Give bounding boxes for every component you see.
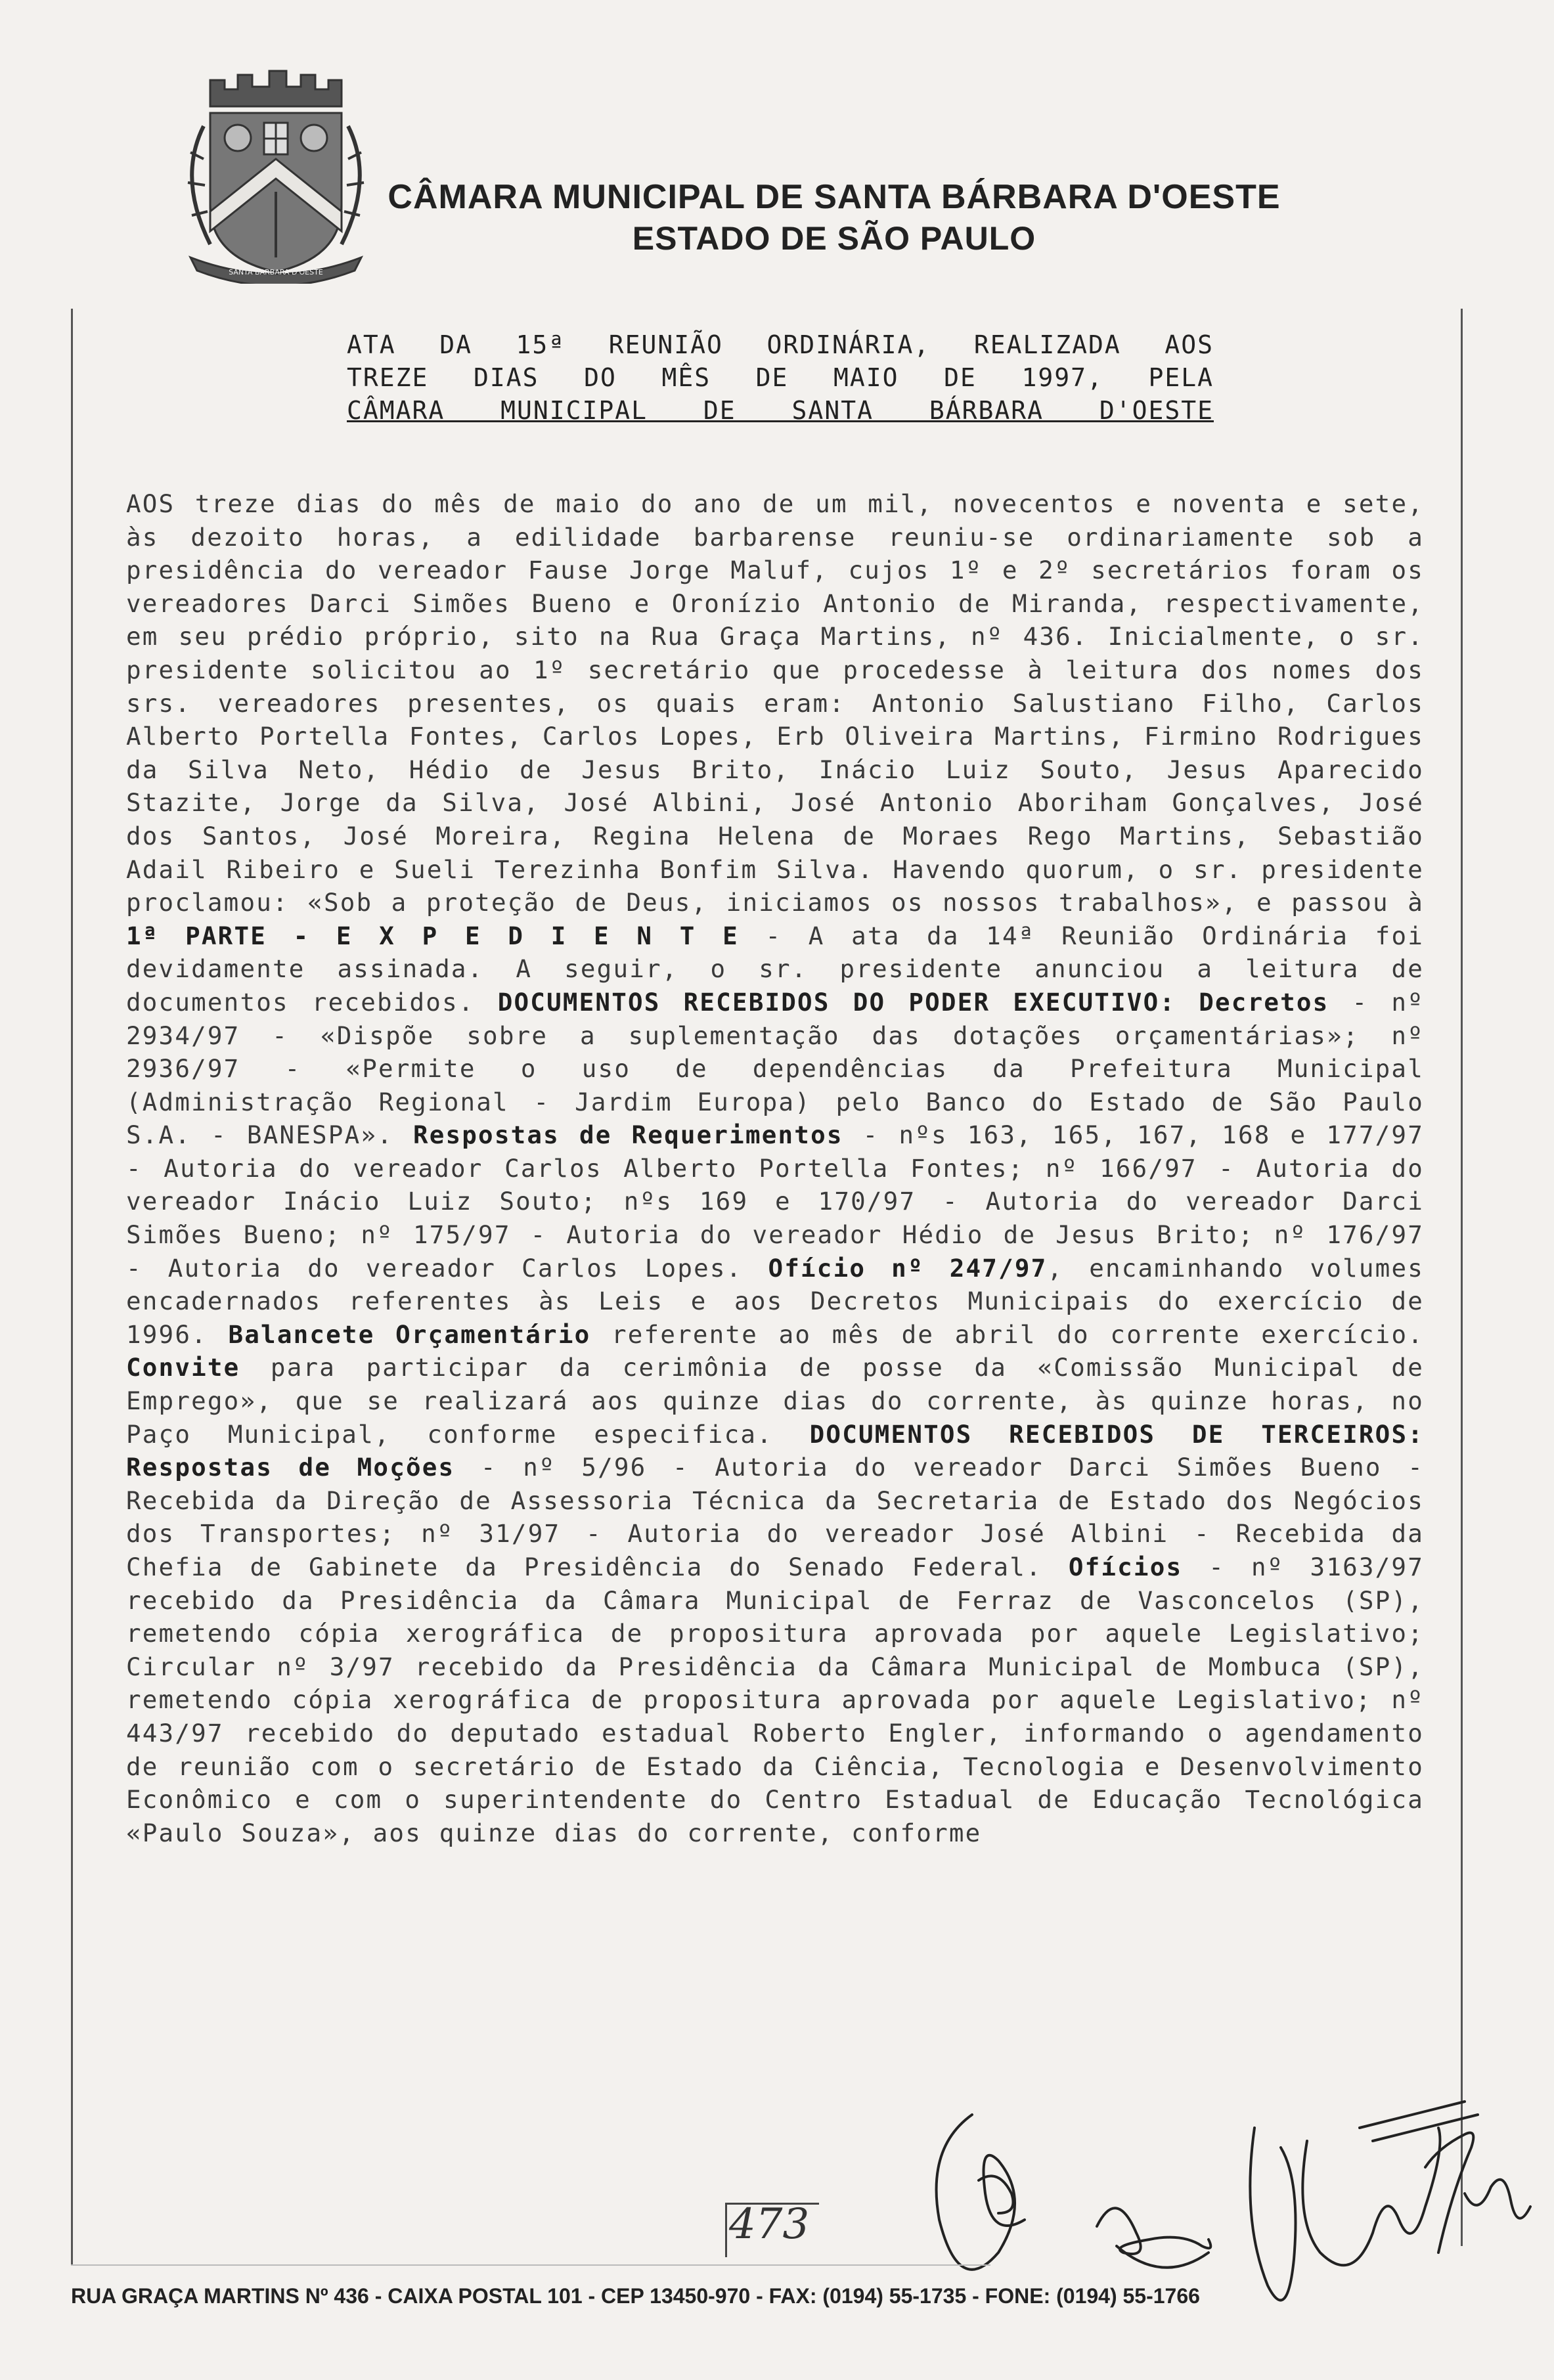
chamber-name: CÂMARA MUNICIPAL DE SANTA BÁRBARA D'OESTE [388, 178, 1281, 216]
body-text-8: - nº 5/96 - Autoria do vereador Darci Simões Bueno - Recebida da Direção de Assessoria Técnica da Secretaria de Estado dos Negócios dos Transportes; nº 31/97 - Autoria do vereador José Albini - Recebida da Chefia de Gabinete da Presidência do Senado Federal. [126, 1453, 1424, 1581]
municipal-coat-of-arms [164, 60, 374, 284]
balancete-heading: Balancete Orçamentário [228, 1319, 591, 1349]
oficio-heading: Ofício nº 247/97 [768, 1253, 1048, 1283]
right-margin-rule [1461, 309, 1463, 2246]
title-line-1: ATA DA 15ª REUNIÃO ORDINÁRIA, REALIZADA AOS [347, 330, 1214, 359]
oficios-heading: Ofícios [1068, 1553, 1183, 1581]
footer-rule [71, 2264, 990, 2266]
body-text-1: AOS treze dias do mês de maio do ano de um mil, novecentos e noventa e sete, às dezoito horas, a edilidade barbarense reuniu-se ordinariamente sob a presidência do vereador Fause Jorge Maluf, cujos 1º e 2º secretários foram os vereadores Darci Simões Bueno e Oronízio Antonio de Miranda, respectivamente, em seu prédio próprio, sito na Rua Graça Martins, nº 436. Inicialmente, o sr. presidente solicitou ao 1º secretário que procedesse à leitura dos nomes dos srs. vereadores presentes, os quais eram: Antonio Salustiano Filho, Carlos Alberto Portella Fontes, Carlos Lopes, Erb Oliveira Martins, Firmino Rodrigues da Silva Neto, Hédio de Jesus Brito, Inácio Luiz Souto, Jesus Aparecido Stazite, Jorge da Silva, José Albini, José Antonio Aboriham Gonçalves, José dos Santos, José Moreira, Regina Helena de Moraes Rego Martins, Sebastião Adail Ribeiro e Sueli Terezinha Bonfim Silva. Havendo quorum, o sr. presidente proclamou: «Sob a proteção de Deus, iniciamos os nossos trabalhos», e passou à [126, 489, 1424, 917]
body-text-4: - nºs 163, 165, 167, 168 e 177/97 - Autoria do vereador Carlos Alberto Portella Fontes; nº 166/97 - Autoria do vereador Inácio Luiz Souto; nºs 169 e 170/97 - Autoria do vereador Darci Simões Bueno; nº 175/97 - Autoria do vereador Hédio de Jesus Brito; nº 176/97 - Autoria do vereador Carlos Lopes. [126, 1120, 1424, 1283]
body-text-2: - A ata da 14ª Reunião Ordinária foi devidamente assinada. A seguir, o sr. presidente anunciou a leitura de documentos recebidos. [126, 921, 1424, 1017]
requirements-responses-heading: Respostas de Requerimentos [412, 1120, 843, 1150]
letterhead [368, 176, 1300, 259]
body-text-6: referente ao mês de abril do corrente exercício. [590, 1319, 1424, 1349]
page-number-text: 473 [729, 2200, 810, 2249]
executive-documents-heading: DOCUMENTOS RECEBIDOS DO PODER EXECUTIVO: Decretos [497, 987, 1329, 1017]
title-line-3: CÂMARA MUNICIPAL DE SANTA BÁRBARA D'OESTE [347, 396, 1214, 425]
title-line-2: TREZE DIAS DO MÊS DE MAIO DE 1997, PELA [347, 363, 1214, 392]
footer-address: RUA GRAÇA MARTINS Nº 436 - CAIXA POSTAL 101 - CEP 13450-970 - FAX: (0194) 55-1735 - FONE: (0194) 55-1766 [71, 2284, 1200, 2308]
page-number-bracket [725, 2203, 819, 2257]
minutes-title [347, 328, 1214, 427]
body-text-9: - nº 3163/97 recebido da Presidência da Câmara Municipal de Ferraz de Vasconcelos (SP), remetendo cópia xerográfica de propositura aprovada por aquele Legislativo; Circular nº 3/97 recebido da Presidência da Câmara Municipal de Mombuca (SP), remetendo cópia xerográfica de propositura aprovada por aquele Legislativo; nº 443/97 recebido do deputado estadual Roberto Engler, informando o agendamento de reunião com o secretário de Estado da Ciência, Tecnologia e Desenvolvimento Econômico e com o superintendente do Centro Estadual de Educação Tecnológica «Paulo Souza», aos quinze dias do corrente, conforme [126, 1553, 1424, 1847]
state-name: ESTADO DE SÃO PAULO [632, 220, 1036, 257]
body-text-3: - nº 2934/97 - «Dispõe sobre a suplementação das dotações orçamentárias»; nº 2936/97 - «Permite o uso de dependências da Prefeitura Municipal (Administração Regional - Jardim Europa) pelo Banco do Estado de São Paulo S.A. - BANESPA». [126, 987, 1424, 1150]
body-text-7: para participar da cerimônia de posse da «Comissão Municipal de Emprego», que se realizará aos quinze dias do corrente, às quinze horas, no Paço Municipal, conforme especifica. [126, 1353, 1424, 1449]
coat-of-arms-motto: SANTA BARBARA D'OESTE [229, 268, 323, 276]
minutes-body [126, 487, 1424, 1849]
left-margin-rule [71, 309, 73, 2266]
body-text-5: , encaminhando volumes encadernados referentes às Leis e aos Decretos Municipais do exercício de 1996. [126, 1253, 1424, 1349]
expediente-heading: 1ª PARTE - E X P E D I E N T E [126, 921, 739, 950]
convite-heading: Convite [126, 1353, 240, 1382]
bleed-through-texture [131, 394, 147, 421]
handwritten-page-number [729, 2200, 828, 2259]
third-party-documents-heading: DOCUMENTOS RECEBIDOS DE TERCEIROS: Respostas de Moções [126, 1419, 1424, 1482]
